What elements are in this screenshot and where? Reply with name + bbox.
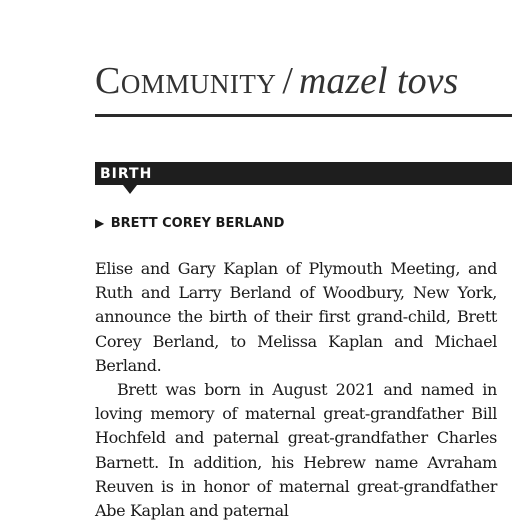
header-divider xyxy=(95,114,512,117)
article-paragraph: Brett was born in August 2021 and named in loving memory of maternal great-grandfather Bill Hochfeld and paternal great-grandfather Charles Barnett. In addition, his Hebrew name Avraham Reuven is in honor of maternal great-grandfather Abe Kaplan and paternal xyxy=(95,380,497,521)
category-bar xyxy=(95,162,512,185)
category-label: BIRTH xyxy=(100,166,153,182)
article-headline xyxy=(95,216,284,231)
section-separator: / xyxy=(282,60,293,102)
article-body xyxy=(95,257,497,523)
section-title: Community xyxy=(95,60,277,102)
article-paragraph: Elise and Gary Kaplan of Plymouth Meeting, and Ruth and Larry Berland of Woodbury, New York, announce the birth of their first grand-child, Brett Corey Berland, to Melissa Kaplan and Michael Berland. xyxy=(95,259,497,375)
triangle-arrow-icon: ▶ xyxy=(95,216,105,230)
section-subtitle: mazel tovs xyxy=(298,60,459,102)
section-header xyxy=(95,62,458,100)
category-pointer-icon xyxy=(123,185,137,194)
article-headline-text: BRETT COREY BERLAND xyxy=(110,216,285,231)
